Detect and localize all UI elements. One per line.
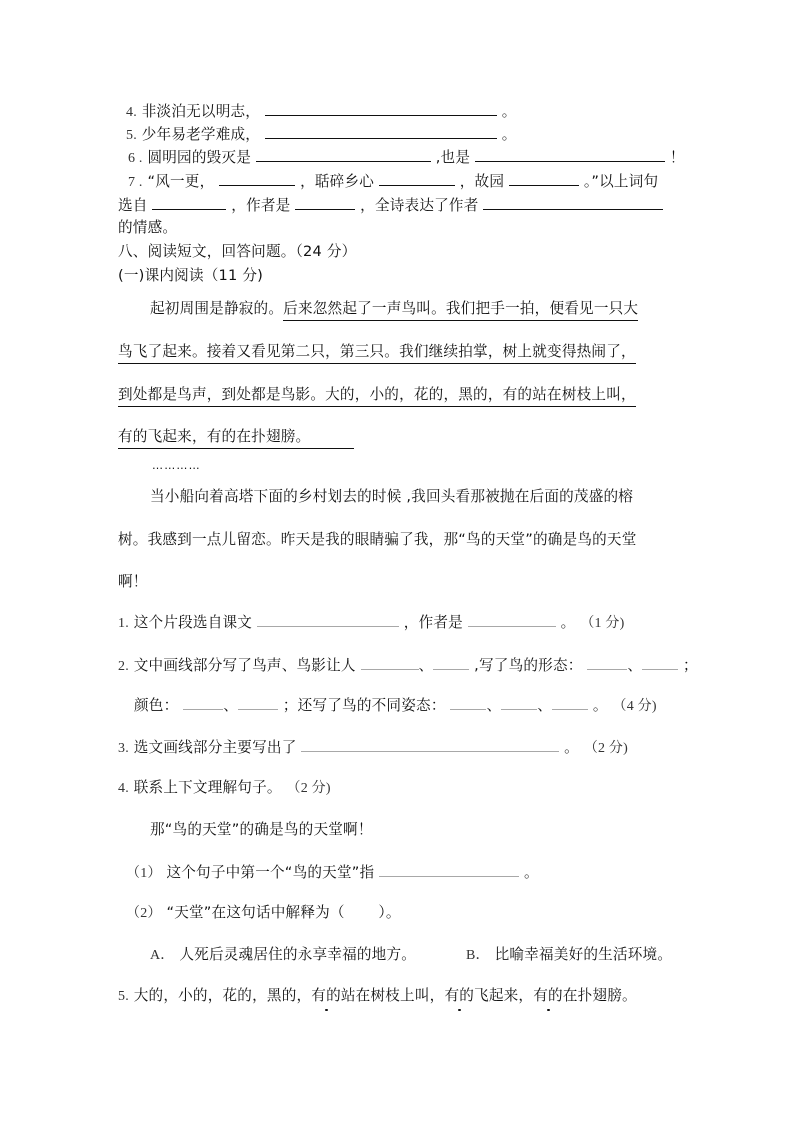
prompt-text: ,写了鸟的形态： (474, 657, 583, 674)
fill-in-q6 (128, 147, 685, 169)
passage-line-4 (118, 427, 354, 447)
fill-in-q5 (126, 124, 517, 146)
prompt-text: ，全诗表达了作者 (360, 197, 479, 214)
passage-line-5: 当小船向着高塔下面的乡村划去的时候 ,我回头看那被抛在后面的茂盛的榕 (150, 488, 634, 505)
prompt-text: 选文画线部分主要写出了 (133, 739, 297, 756)
answer-blank-5[interactable] (183, 695, 223, 710)
question-3 (118, 737, 628, 759)
answer-blank-6[interactable] (483, 195, 663, 210)
question-number: 4. (126, 105, 137, 120)
prompt-text: 站在树枝上叫， (340, 987, 445, 1004)
prompt-text: “风一更， (147, 173, 215, 190)
answer-blank-2[interactable] (433, 655, 469, 670)
question-2-line1 (118, 655, 698, 677)
answer-blank-4[interactable] (152, 195, 226, 210)
prompt-text: 少年易老学难成， (141, 126, 261, 143)
prompt-text: ，聒碎乡心 (300, 173, 375, 190)
answer-blank-3[interactable] (509, 171, 579, 186)
question-4-sub-2 (126, 903, 401, 924)
section-title: 八、阅读短文，回答问题。（24 分） (118, 243, 357, 260)
end-punct: 。 (564, 739, 579, 756)
underlined-text: 到处都是鸟声，到处都是鸟影。大的，小的，花的，黑的，有的站在树枝上叫， (118, 386, 636, 407)
end-punct: 。 (501, 103, 517, 120)
prompt-text: 在扑翅膀。 (562, 987, 637, 1004)
prompt-text: 这个句子中第一个“鸟的天堂”指 (166, 864, 375, 881)
prompt-text: ，故园 (459, 173, 505, 190)
prompt-text: 这个片段选自课文 (133, 614, 253, 631)
option-b[interactable] (466, 945, 672, 966)
prompt-text: 的情感。 (118, 219, 178, 236)
end-punct: 。 (592, 697, 608, 714)
passage-line-3 (118, 385, 636, 405)
end-punct: ！ (669, 149, 685, 166)
score-label: （2 分) (583, 741, 628, 756)
end-punct: 。 (501, 126, 517, 143)
prompt-text: 非淡泊无以明志， (141, 103, 261, 120)
passage-line-1 (150, 299, 638, 319)
passage-line-7: 啊！ (118, 573, 148, 590)
fill-in-q4 (126, 101, 517, 123)
prompt-text: 文中画线部分写了鸟声、鸟影让人 (133, 657, 356, 674)
question-4-sub-1 (126, 862, 539, 884)
question-4 (118, 778, 331, 799)
end-punct: 。 (560, 614, 576, 631)
answer-blank[interactable] (265, 124, 497, 139)
prompt-text: 联系上下文理解句子。 (133, 779, 282, 796)
answer-blank-1[interactable] (219, 171, 295, 186)
answer-blank-8[interactable] (501, 695, 537, 710)
prompt-text: 。”以上词句 (583, 173, 659, 190)
option-text: 人死后灵魂居住的永享幸福的地方。 (179, 946, 417, 963)
section-subtitle: (一)课内阅读（11 分) (118, 267, 264, 284)
question-number: 3. (118, 741, 129, 756)
question-2-line2 (134, 695, 657, 717)
sub-question-number: （2） (126, 906, 162, 921)
passage-line-2 (118, 342, 636, 362)
answer-blank-9[interactable] (552, 695, 588, 710)
answer-blank[interactable] (301, 737, 559, 752)
answer-blank-1[interactable] (256, 147, 431, 162)
answer-blank[interactable] (265, 101, 497, 116)
end-punct: 。 (523, 864, 539, 881)
score-label: （1 分) (580, 616, 625, 631)
underlined-text: 鸟飞了起来。接着又看见第二只，第三只。我们继续拍掌，树上就变得热闹了， (118, 343, 636, 364)
answer-blank-author[interactable] (468, 612, 556, 627)
answer-blank-5[interactable] (295, 195, 355, 210)
question-1 (118, 612, 624, 634)
question-number: 1. (118, 616, 129, 631)
question-number: 4. (118, 781, 129, 796)
separator: 、 (486, 697, 502, 714)
separator: 、 (537, 697, 553, 714)
answer-blank-2[interactable] (475, 147, 665, 162)
separator: 、 (627, 657, 643, 674)
answer-blank-2[interactable] (379, 171, 455, 186)
question-number: 5. (126, 128, 137, 143)
answer-blank-3[interactable] (587, 655, 627, 670)
passage-line-6: 树。我感到一点儿留恋。昨天是我的眼睛骗了我，那“鸟的天堂”的确是鸟的天堂 (118, 531, 637, 548)
answer-blank-4[interactable] (642, 655, 678, 670)
underlined-text: 后来忽然起了一声鸟叫。我们把手一拍，便看见一只大 (283, 300, 638, 321)
fill-in-q7-line1 (128, 171, 658, 193)
emphasis-dotted-text: 有的 (444, 987, 475, 1004)
answer-blank[interactable] (379, 862, 519, 877)
fill-in-q7-line3 (118, 218, 177, 238)
passage-text: 起初周围是静寂的。 (150, 300, 284, 317)
question-number: 6 . (128, 151, 143, 166)
question-5 (118, 986, 637, 1007)
question-4-sentence: 那“鸟的天堂”的确是鸟的天堂啊！ (150, 821, 373, 838)
answer-blank-title[interactable] (257, 612, 399, 627)
prompt-text-mid: ,也是 (435, 149, 471, 166)
prompt-text: ）。 (378, 904, 401, 921)
option-a[interactable] (150, 945, 416, 966)
prompt-text: ，作者是 (403, 614, 463, 631)
prompt-text: 选自 (118, 197, 148, 214)
separator: 、 (418, 657, 434, 674)
prompt-text: “天堂”在这句话中解释为（ (166, 904, 345, 921)
option-label: B． (466, 948, 490, 963)
score-label: （4 分) (612, 699, 657, 714)
prompt-text: 颜色： (134, 697, 179, 714)
emphasis-dotted-text: 有的 (533, 987, 563, 1004)
option-text: 比喻幸福美好的生活环境。 (494, 946, 673, 963)
question-number: 5. (118, 989, 129, 1004)
emphasis-dotted-text: 有的 (311, 987, 341, 1004)
fill-in-q7-line2 (118, 195, 663, 216)
score-label: （2 分) (286, 781, 331, 796)
answer-blank-7[interactable] (450, 695, 486, 710)
end-punct: ； (683, 657, 698, 674)
separator: 、 (223, 697, 239, 714)
prompt-text: 飞起来， (474, 987, 534, 1004)
prompt-text: 大的，小的，花的，黑的， (133, 987, 312, 1004)
question-number: 7 . (128, 175, 143, 190)
sub-question-number: （1） (126, 866, 162, 881)
answer-blank-1[interactable] (361, 655, 419, 670)
prompt-text: 圆明园的毁灭是 (147, 149, 252, 166)
question-number: 2. (118, 659, 129, 674)
underlined-text: 有的飞起来，有的在扑翅膀。 (118, 428, 354, 449)
prompt-text: ；还写了鸟的不同姿态： (282, 697, 446, 714)
prompt-text: ，作者是 (231, 197, 291, 214)
option-label: A． (150, 948, 175, 963)
answer-blank-6[interactable] (238, 695, 278, 710)
ellipsis: ………… (152, 459, 201, 472)
